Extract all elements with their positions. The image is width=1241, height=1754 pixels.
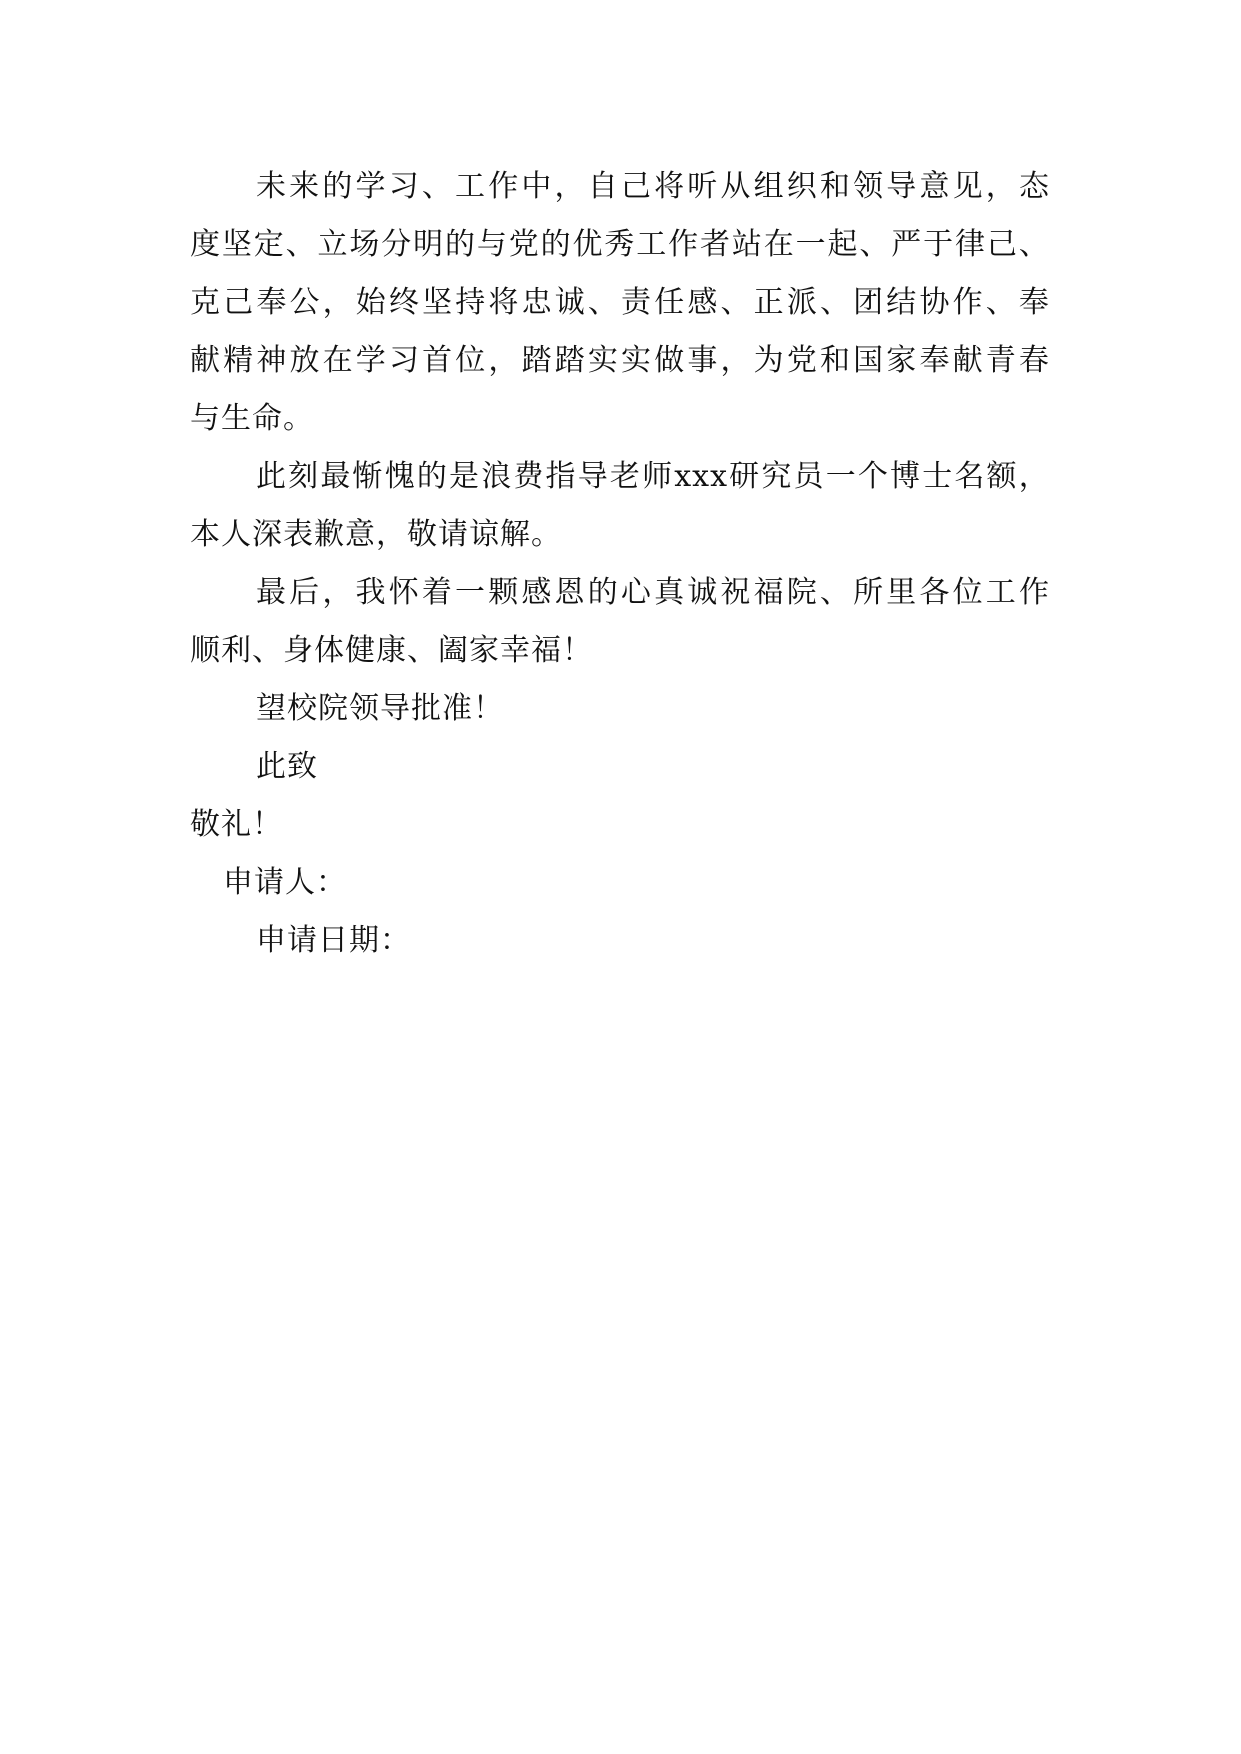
line-glyph: 终: [388, 285, 420, 320]
line-glyph: 一: [455, 575, 487, 610]
line-glyph: 是: [449, 459, 481, 494]
line-glyph: ，: [322, 575, 354, 610]
line-glyph: 组: [753, 169, 785, 204]
line-glyph: 作: [952, 285, 984, 320]
line-glyph: 最: [320, 459, 352, 494]
line-glyph: 克: [190, 285, 221, 320]
line-glyph: 此: [256, 459, 287, 494]
line-glyph: 作: [1018, 575, 1050, 610]
line-glyph: 心: [620, 575, 652, 610]
line-glyph: 一: [795, 227, 827, 262]
line-glyph: 党: [508, 227, 540, 262]
line-glyph: ，: [488, 343, 520, 378]
line-glyph: 各: [919, 575, 951, 610]
line-glyph: 意: [919, 169, 951, 204]
line-glyph: 习: [388, 169, 420, 204]
line-glyph: 来: [289, 169, 321, 204]
line-glyph: 导: [886, 169, 918, 204]
line-glyph: 公: [289, 285, 321, 320]
line-glyph: 诚: [687, 575, 719, 610]
approval-request: 望校院领导批准！: [256, 691, 504, 726]
line-glyph: 和: [819, 343, 851, 378]
document-body: [190, 158, 1050, 970]
line-glyph: 最: [256, 575, 287, 610]
line-glyph: 立: [317, 227, 349, 262]
paragraph-line: [190, 158, 1050, 216]
line-glyph: 浪: [481, 459, 513, 494]
line-glyph: 踏: [521, 343, 553, 378]
line-glyph: 恩: [554, 575, 586, 610]
line-glyph: 研: [729, 459, 761, 494]
line-glyph: 事: [687, 343, 719, 378]
line-glyph: 、: [720, 285, 752, 320]
line-glyph: 指: [545, 459, 577, 494]
line-glyph: 坚: [221, 227, 253, 262]
line-glyph: 、: [819, 285, 851, 320]
line-glyph: 工: [455, 169, 487, 204]
line-glyph: 优: [572, 227, 604, 262]
line-glyph: 中: [521, 169, 553, 204]
line-glyph: 度: [190, 227, 221, 262]
line-glyph: 、: [985, 285, 1017, 320]
line-glyph: ，: [1018, 459, 1050, 494]
line-glyph: 站: [731, 227, 763, 262]
line-glyph: 怀: [388, 575, 420, 610]
line-glyph: 惭: [352, 459, 384, 494]
line-glyph: 见: [952, 169, 984, 204]
paragraph-apology: [190, 448, 1050, 564]
line-glyph: 颗: [488, 575, 520, 610]
line-glyph: 在: [763, 227, 795, 262]
line-glyph: 律: [955, 227, 986, 262]
line-glyph: 听: [687, 169, 719, 204]
line-glyph: 将: [654, 169, 686, 204]
line-glyph: 、: [285, 227, 317, 262]
line-glyph: 费: [513, 459, 545, 494]
paragraph-blessing: [190, 564, 1050, 680]
line-glyph: 未: [256, 169, 287, 204]
line-glyph: 我: [355, 575, 387, 610]
line-glyph: 在: [322, 343, 354, 378]
line-glyph: 的: [416, 459, 448, 494]
line-glyph: 己: [223, 285, 255, 320]
line-glyph: 神: [256, 343, 288, 378]
line-glyph: 任: [654, 285, 686, 320]
line-glyph: 始: [355, 285, 387, 320]
line-glyph: 感: [687, 285, 719, 320]
line-glyph: 福: [753, 575, 785, 610]
paragraph-future-commitment: [190, 158, 1050, 448]
line-glyph: 态: [1018, 169, 1050, 204]
line-glyph: 着: [421, 575, 453, 610]
line-glyph: 学: [355, 169, 387, 204]
applicant-label: 申请人：: [223, 865, 347, 900]
line-glyph: 的: [587, 575, 619, 610]
line-glyph: 与: [476, 227, 508, 262]
line-glyph: 导: [577, 459, 609, 494]
line-glyph: 将: [488, 285, 520, 320]
line-glyph: 院: [786, 575, 818, 610]
paragraph-line: [190, 332, 1050, 390]
line-glyph: 学: [355, 343, 387, 378]
line-glyph: 感: [521, 575, 553, 610]
line-glyph: 诚: [554, 285, 586, 320]
closing-phrase: 此致: [256, 749, 318, 784]
line-glyph: 里: [886, 575, 918, 610]
line-glyph: 踏: [554, 343, 586, 378]
salutation: 敬礼！: [190, 807, 283, 842]
line-glyph: 忠: [521, 285, 553, 320]
line-glyph: 愧: [384, 459, 416, 494]
line-glyph: 、: [819, 575, 851, 610]
line-glyph: 真: [654, 575, 686, 610]
line-glyph: 作: [668, 227, 700, 262]
line-glyph: 位: [952, 575, 984, 610]
line-glyph: 分: [381, 227, 413, 262]
line-glyph: 青: [985, 343, 1017, 378]
paragraph-line: [190, 564, 1050, 622]
line-glyph: 实: [621, 343, 653, 378]
line-glyph: 作: [488, 169, 520, 204]
line-glyph: 坚: [422, 285, 454, 320]
paragraph-line: [190, 216, 1050, 274]
line-glyph: 的: [322, 169, 354, 204]
line-glyph: 刻: [288, 459, 320, 494]
line-glyph: 首: [422, 343, 454, 378]
line-glyph: 个: [857, 459, 889, 494]
line-glyph: 一: [825, 459, 857, 494]
line-glyph: 做: [654, 343, 686, 378]
line-glyph: 己: [986, 227, 1018, 262]
line-glyph: 士: [922, 459, 954, 494]
line-glyph: 、: [587, 285, 619, 320]
paragraph-line: [190, 448, 1050, 506]
line-glyph: 结: [886, 285, 918, 320]
line-glyph: 究: [761, 459, 793, 494]
application-date-label: 申请日期：: [256, 923, 411, 958]
line-glyph: 献: [190, 343, 221, 378]
line-glyph: 工: [636, 227, 668, 262]
line-glyph: 秀: [604, 227, 636, 262]
line-glyph: 场: [349, 227, 381, 262]
line-glyph: 协: [919, 285, 951, 320]
line-glyph: 、: [859, 227, 891, 262]
line-glyph: 、: [1018, 227, 1050, 262]
paragraph-line: [190, 274, 1050, 332]
line-glyph: 的: [445, 227, 476, 262]
line-glyph: 派: [786, 285, 818, 320]
line-glyph: 位: [455, 343, 487, 378]
line-glyph: 团: [853, 285, 885, 320]
line-glyph: 自: [587, 169, 619, 204]
line-glyph: 春: [1018, 343, 1050, 378]
line-glyph: 放: [289, 343, 321, 378]
line-glyph: ，: [720, 343, 752, 378]
line-glyph: 织: [786, 169, 818, 204]
line-glyph: 所: [853, 575, 885, 610]
line-glyph: xxx: [674, 459, 728, 494]
line-glyph: 和: [819, 169, 851, 204]
line-glyph: 严: [891, 227, 923, 262]
line-glyph: 持: [455, 285, 487, 320]
line-glyph: 正: [753, 285, 785, 320]
paragraph-line: 与生命。: [190, 401, 314, 436]
line-glyph: 起: [827, 227, 859, 262]
line-glyph: 党: [786, 343, 818, 378]
line-glyph: 祝: [720, 575, 752, 610]
line-glyph: 精: [223, 343, 255, 378]
line-glyph: 于: [923, 227, 955, 262]
line-glyph: ，: [554, 169, 586, 204]
line-glyph: 后: [289, 575, 321, 610]
line-glyph: 、: [421, 169, 453, 204]
line-glyph: 实: [587, 343, 619, 378]
line-glyph: 奉: [919, 343, 951, 378]
line-glyph: ，: [322, 285, 354, 320]
line-glyph: 明: [413, 227, 445, 262]
line-glyph: 献: [952, 343, 984, 378]
line-glyph: 额: [986, 459, 1018, 494]
line-glyph: 的: [540, 227, 572, 262]
line-glyph: 博: [890, 459, 922, 494]
line-glyph: 者: [700, 227, 731, 262]
line-glyph: 己: [620, 169, 652, 204]
line-glyph: 国: [853, 343, 885, 378]
paragraph-line: 顺利、身体健康、阖家幸福！: [190, 633, 593, 668]
line-glyph: 老: [609, 459, 641, 494]
line-glyph: 定: [253, 227, 285, 262]
line-glyph: 为: [753, 343, 785, 378]
line-glyph: ，: [985, 169, 1017, 204]
line-glyph: 责: [621, 285, 653, 320]
line-glyph: 工: [985, 575, 1017, 610]
line-glyph: 名: [954, 459, 986, 494]
line-glyph: 奉: [1018, 285, 1050, 320]
line-glyph: 员: [793, 459, 825, 494]
line-glyph: 领: [853, 169, 885, 204]
line-glyph: 家: [886, 343, 918, 378]
line-glyph: 师: [642, 459, 674, 494]
line-glyph: 习: [388, 343, 420, 378]
line-glyph: 从: [720, 169, 752, 204]
line-glyph: 奉: [256, 285, 288, 320]
paragraph-line: 本人深表歉意，敬请谅解。: [190, 517, 562, 552]
